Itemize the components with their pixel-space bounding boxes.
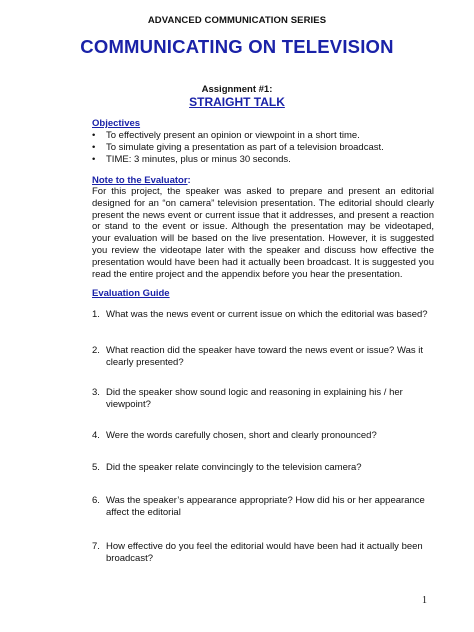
question-item: 2. What reaction did the speaker have toward the news event or issue? Was it clearly presented? xyxy=(92,345,424,368)
series-label: ADVANCED COMMUNICATION SERIES xyxy=(147,15,327,26)
question-item: 3. Did the speaker show sound logic and reasoning in explaining his / her viewpoint? xyxy=(92,387,403,410)
note-body: For this project, the speaker was asked to prepare and present an editorial designed for an “on camera” television presentation. The editorial should clearly present the news event or current issue that it addresses, and present a reaction or stand to the event or issue. Although the presentation may be videotaped, your evaluation will be based on the live presentation. However, it is suggested you review the videotape later with the speaker and discuss how effective the presentation would have been had it actually been broadcast. It is suggested you read the entire project and the appendix before you hear the presentation. xyxy=(92,186,434,280)
bullet-icon: • xyxy=(92,130,96,141)
evaluation-heading: Evaluation Guide xyxy=(92,288,170,299)
question-item: 7. How effective do you feel the editorial would have been had it actually been broadcast? xyxy=(92,541,423,564)
assignment-label: Assignment #1: xyxy=(201,84,273,95)
note-heading-wrap xyxy=(92,175,191,186)
note-heading-colon: : xyxy=(187,175,191,186)
objective-item: • To effectively present an opinion or viewpoint in a short time. xyxy=(92,130,360,141)
assignment-title: STRAIGHT TALK xyxy=(189,95,285,109)
objectives-heading: Objectives xyxy=(92,118,141,129)
question-item: 6. Was the speaker’s appearance appropriate? How did his or her appearance affect the editorial xyxy=(92,495,425,518)
note-heading: Note to the Evaluator xyxy=(92,175,188,186)
objectives-list xyxy=(92,130,432,166)
bullet-icon: • xyxy=(92,142,96,153)
objective-item: • TIME: 3 minutes, plus or minus 30 seconds. xyxy=(92,154,291,165)
question-item: 5. Did the speaker relate convincingly to the television camera? xyxy=(92,462,362,473)
page-title: COMMUNICATING ON TELEVISION xyxy=(80,36,394,57)
page-number: 1 xyxy=(422,595,427,606)
objective-item: • To simulate giving a presentation as part of a television broadcast. xyxy=(92,142,384,153)
bullet-icon: • xyxy=(92,154,96,165)
question-item: 4. Were the words carefully chosen, short and clearly pronounced? xyxy=(92,430,377,441)
question-item: 1. What was the news event or current issue on which the editorial was based? xyxy=(92,309,428,320)
